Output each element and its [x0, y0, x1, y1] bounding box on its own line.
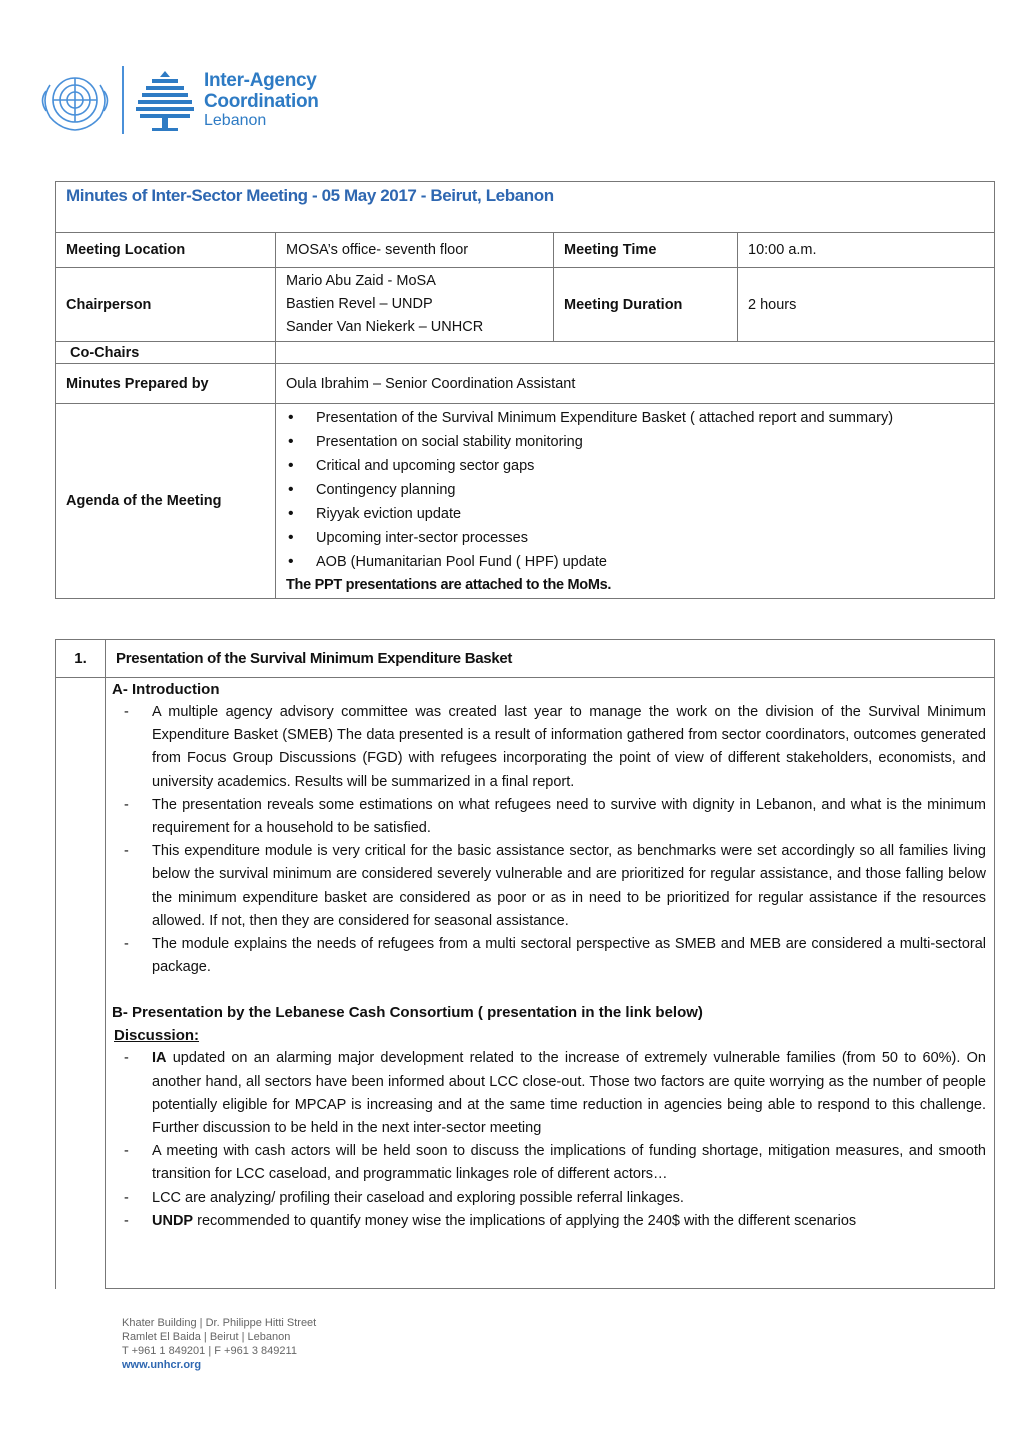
- intro-item: - The module explains the needs of refugees from a multi sectoral perspective as SMEB and MEB are considered a multi-sectoral package.: [152, 933, 986, 979]
- agenda-item: • Presentation on social stability monitoring: [316, 430, 984, 454]
- discussion-item: [152, 1047, 986, 1140]
- chairperson-list: [276, 268, 554, 342]
- chairperson-item: Sander Van Niekerk – UNHCR: [286, 319, 484, 335]
- cochairs-value: [276, 342, 995, 364]
- discussion-label: Discussion:: [114, 1027, 200, 1045]
- discussion-item: [152, 1187, 986, 1210]
- time-value: 10:00 a.m.: [738, 233, 995, 268]
- intro-item: - The presentation reveals some estimations on what refugees need to survive with dignity in Lebanon, and what is the minimum requirement for a household to be satisfied.: [152, 794, 986, 840]
- time-label: Meeting Time: [554, 233, 738, 268]
- agenda-item: • AOB (Humanitarian Pool Fund ( HPF) update: [316, 550, 984, 574]
- discussion-item: [152, 1210, 986, 1233]
- agenda-cell: [276, 404, 995, 599]
- discussion-lead: UNDP: [152, 1212, 194, 1229]
- agenda-note: The PPT presentations are attached to the MoMs.: [286, 577, 612, 593]
- section-1-table: [55, 639, 995, 1289]
- location-label: Meeting Location: [56, 233, 276, 268]
- agenda-label: Agenda of the Meeting: [56, 404, 276, 599]
- cochairs-label: Co-Chairs: [56, 342, 276, 364]
- discussion-list: [152, 1047, 986, 1233]
- section-number-spacer: [56, 678, 106, 1289]
- meeting-info-table: [55, 181, 995, 599]
- footer-website-link[interactable]: www.unhcr.org: [122, 1359, 202, 1371]
- agenda-item: • Contingency planning: [316, 478, 984, 502]
- section-title: Presentation of the Survival Minimum Expenditure Basket: [106, 640, 995, 678]
- agenda-item: • Riyyak eviction update: [316, 502, 984, 526]
- chairperson-item: Bastien Revel – UNDP: [286, 296, 433, 312]
- chairperson-item: Mario Abu Zaid - MoSA: [286, 273, 436, 289]
- agenda-item: • Upcoming inter-sector processes: [316, 526, 984, 550]
- logo-title-line2: Coordination: [204, 91, 319, 112]
- section-number: 1.: [56, 640, 106, 678]
- logo: [36, 64, 319, 136]
- section-body: [106, 678, 995, 1289]
- discussion-text: updated on an alarming major development related to the increase of extremely vulnerable families (from 50 to 60%). On another hand, all sectors have been informed about LCC close-out. Those two factors are quite worrying as the number of people potentially eligible for MPCAP is increasing and at the same time reduction in agencies being able to respond to this challenge. Further discussion to be held in the next inter-sector meeting: [152, 1050, 986, 1137]
- minutes-label: Minutes Prepared by: [56, 364, 276, 404]
- intro-item: - A multiple agency advisory committee was created last year to manage the work on the division of the Survival Minimum Expenditure Basket (SMEB) The data presented is a result of information gathered from sector coordinators, outcomes generated from Focus Group Discussions (FGD) with refugees incorporating the point of view of different stakeholders, economists, and university academics. Results will be summarized in a final report.: [152, 701, 986, 794]
- discussion-lead: IA: [152, 1050, 167, 1067]
- footer-address: [122, 1316, 316, 1372]
- intro-item: - This expenditure module is very critical for the basic assistance sector, as benchmarks were set accordingly so all families living below the survival minimum are considered severely vulnerable and are prioritized for regular assistance, and those falling below the minimum expenditure basket are considered as poor or as in need to be prioritized for regular assistance if the resources allowed. If not, then they are considered for seasonal assistance.: [152, 840, 986, 933]
- document-title: Minutes of Inter-Sector Meeting - 05 May 2017 - Beirut, Lebanon: [56, 182, 995, 233]
- logo-title-line1: Inter-Agency: [204, 70, 317, 91]
- subsection-b-heading: B- Presentation by the Lebanese Cash Consortium ( presentation in the link below): [112, 1004, 703, 1022]
- subsection-a-heading: A- Introduction: [112, 681, 220, 698]
- logo-divider: [122, 66, 124, 134]
- discussion-item: [152, 1140, 986, 1186]
- agenda-item: • Presentation of the Survival Minimum Expenditure Basket ( attached report and summary): [316, 406, 984, 430]
- agenda-list: [286, 406, 984, 574]
- agenda-item: • Critical and upcoming sector gaps: [316, 454, 984, 478]
- duration-label: Meeting Duration: [554, 268, 738, 342]
- duration-value: 2 hours: [738, 268, 995, 342]
- un-emblem-icon: [36, 67, 114, 133]
- footer-line: T +961 1 849201 | F +961 3 849211: [122, 1345, 297, 1357]
- discussion-text: LCC are analyzing/ profiling their caseload and exploring possible referral linkages.: [152, 1189, 684, 1206]
- minutes-value: Oula Ibrahim – Senior Coordination Assistant: [276, 364, 995, 404]
- cedar-tree-icon: [134, 67, 196, 133]
- chairperson-label: Chairperson: [56, 268, 276, 342]
- intro-list: [152, 701, 986, 979]
- location-value: MOSA’s office- seventh floor: [276, 233, 554, 268]
- footer-line: Ramlet El Baida | Beirut | Lebanon: [122, 1331, 291, 1343]
- discussion-text: A meeting with cash actors will be held soon to discuss the implications of funding shortage, mitigation measures, and smooth transition for LCC caseload, and programmatic linkages role of different actors…: [152, 1143, 986, 1183]
- footer-line: Khater Building | Dr. Philippe Hitti Street: [122, 1317, 317, 1329]
- discussion-text: recommended to quantify money wise the implications of applying the 240$ with the different scenarios: [193, 1212, 857, 1229]
- logo-subtitle: Lebanon: [204, 112, 267, 129]
